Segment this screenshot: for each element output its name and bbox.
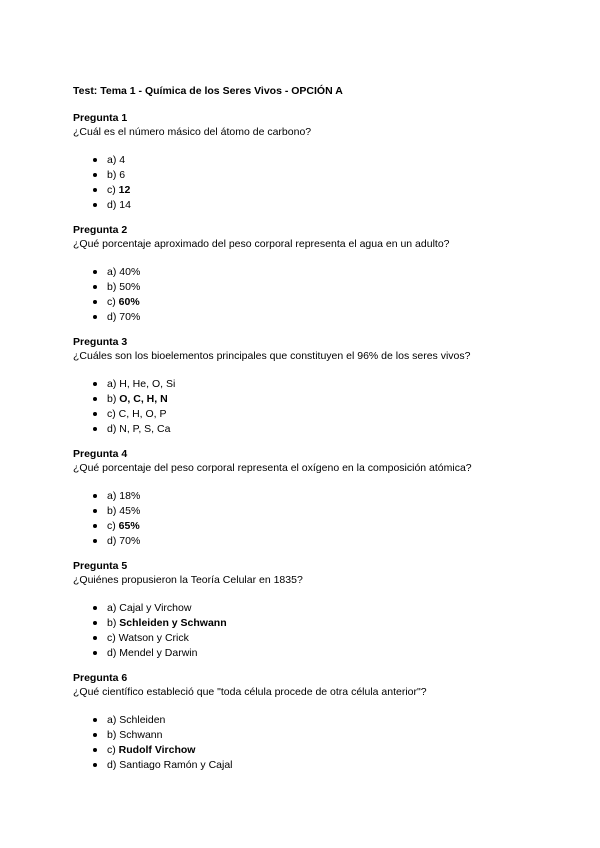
bullet-icon xyxy=(93,606,97,610)
option-letter: b) xyxy=(107,393,117,405)
option-value: C, H, O, P xyxy=(118,408,167,420)
bullet-icon xyxy=(93,270,97,274)
options-list xyxy=(73,602,573,662)
option-item xyxy=(73,266,573,281)
option-letter: c) xyxy=(107,632,116,644)
bullet-icon xyxy=(93,763,97,767)
option-value: 65% xyxy=(118,520,140,532)
option-value: Watson y Crick xyxy=(118,632,189,644)
option-letter: a) xyxy=(107,266,117,278)
bullet-icon xyxy=(93,636,97,640)
option-letter: b) xyxy=(107,281,117,293)
bullet-icon xyxy=(93,203,97,207)
question-text: ¿Cuáles son los bioelementos principales que constituyen el 96% de los seres vivos? xyxy=(73,350,471,362)
question-text: ¿Qué porcentaje del peso corporal representa el oxígeno en la composición atómica? xyxy=(73,462,472,474)
option-value: Schleiden y Schwann xyxy=(119,617,227,629)
page-title: Test: Tema 1 - Química de los Seres Vivos - OPCIÓN A xyxy=(73,85,343,97)
question-title: Pregunta 6 xyxy=(73,672,128,684)
option-item xyxy=(73,378,573,393)
bullet-icon xyxy=(93,173,97,177)
options-list xyxy=(73,490,573,550)
option-item xyxy=(73,311,573,326)
bullet-icon xyxy=(93,494,97,498)
option-letter: a) xyxy=(107,490,117,502)
option-value: 6 xyxy=(119,169,126,181)
options-list xyxy=(73,154,573,214)
question-title: Pregunta 5 xyxy=(73,560,128,572)
option-letter: d) xyxy=(107,199,117,211)
option-value: 45% xyxy=(119,505,141,517)
option-item xyxy=(73,423,573,438)
option-value: 70% xyxy=(119,535,141,547)
question-text: ¿Qué porcentaje aproximado del peso corporal representa el agua en un adulto? xyxy=(73,238,450,250)
bullet-icon xyxy=(93,382,97,386)
option-letter: c) xyxy=(107,408,116,420)
question-text: ¿Cuál es el número másico del átomo de carbono? xyxy=(73,126,312,138)
option-letter: a) xyxy=(107,714,117,726)
bullet-icon xyxy=(93,315,97,319)
question-title: Pregunta 4 xyxy=(73,448,128,460)
option-item xyxy=(73,617,573,632)
option-item xyxy=(73,184,573,199)
option-item xyxy=(73,759,573,774)
bullet-icon xyxy=(93,748,97,752)
option-value: Santiago Ramón y Cajal xyxy=(119,759,233,771)
question-block xyxy=(73,224,573,326)
option-letter: c) xyxy=(107,744,116,756)
options-list xyxy=(73,378,573,438)
option-letter: c) xyxy=(107,184,116,196)
option-item xyxy=(73,729,573,744)
option-letter: d) xyxy=(107,535,117,547)
option-item xyxy=(73,199,573,214)
option-value: 14 xyxy=(119,199,131,211)
option-item xyxy=(73,281,573,296)
option-letter: b) xyxy=(107,169,117,181)
option-item xyxy=(73,490,573,505)
option-value: 50% xyxy=(119,281,141,293)
option-item xyxy=(73,535,573,550)
question-block xyxy=(73,560,573,662)
question-block xyxy=(73,336,573,438)
option-value: O, C, H, N xyxy=(119,393,168,405)
option-item xyxy=(73,393,573,408)
option-letter: a) xyxy=(107,378,117,390)
option-value: Schwann xyxy=(119,729,163,741)
option-letter: d) xyxy=(107,311,117,323)
bullet-icon xyxy=(93,158,97,162)
option-letter: a) xyxy=(107,602,117,614)
bullet-icon xyxy=(93,397,97,401)
option-item xyxy=(73,505,573,520)
option-letter: a) xyxy=(107,154,117,166)
option-item xyxy=(73,602,573,617)
options-list xyxy=(73,266,573,326)
option-value: Mendel y Darwin xyxy=(119,647,198,659)
question-title: Pregunta 1 xyxy=(73,112,128,124)
question-title: Pregunta 3 xyxy=(73,336,128,348)
option-letter: d) xyxy=(107,423,117,435)
option-value: 70% xyxy=(119,311,141,323)
option-item xyxy=(73,714,573,729)
option-value: 40% xyxy=(119,266,141,278)
bullet-icon xyxy=(93,412,97,416)
option-letter: c) xyxy=(107,520,116,532)
question-title: Pregunta 2 xyxy=(73,224,128,236)
option-item xyxy=(73,169,573,184)
option-item xyxy=(73,154,573,169)
option-value: Schleiden xyxy=(119,714,166,726)
bullet-icon xyxy=(93,285,97,289)
bullet-icon xyxy=(93,539,97,543)
question-text: ¿Qué científico estableció que "toda célula procede de otra célula anterior"? xyxy=(73,686,427,698)
option-value: Cajal y Virchow xyxy=(119,602,192,614)
bullet-icon xyxy=(93,718,97,722)
bullet-icon xyxy=(93,733,97,737)
bullet-icon xyxy=(93,427,97,431)
option-letter: b) xyxy=(107,729,117,741)
option-letter: d) xyxy=(107,759,117,771)
option-item xyxy=(73,632,573,647)
option-letter: d) xyxy=(107,647,117,659)
option-value: N, P, S, Ca xyxy=(119,423,171,435)
question-text: ¿Quiénes propusieron la Teoría Celular en 1835? xyxy=(73,574,303,586)
option-value: 60% xyxy=(118,296,140,308)
question-block xyxy=(73,672,573,774)
question-block xyxy=(73,448,573,550)
option-item xyxy=(73,647,573,662)
option-item xyxy=(73,408,573,423)
bullet-icon xyxy=(93,651,97,655)
bullet-icon xyxy=(93,300,97,304)
option-item xyxy=(73,296,573,311)
option-value: H, He, O, Si xyxy=(119,378,176,390)
option-letter: b) xyxy=(107,505,117,517)
bullet-icon xyxy=(93,524,97,528)
bullet-icon xyxy=(93,188,97,192)
option-letter: c) xyxy=(107,296,116,308)
option-value: 4 xyxy=(119,154,126,166)
option-item xyxy=(73,744,573,759)
option-value: Rudolf Virchow xyxy=(118,744,196,756)
option-value: 12 xyxy=(118,184,131,196)
options-list xyxy=(73,714,573,774)
bullet-icon xyxy=(93,509,97,513)
bullet-icon xyxy=(93,621,97,625)
question-block xyxy=(73,112,573,214)
option-item xyxy=(73,520,573,535)
option-value: 18% xyxy=(119,490,141,502)
option-letter: b) xyxy=(107,617,117,629)
